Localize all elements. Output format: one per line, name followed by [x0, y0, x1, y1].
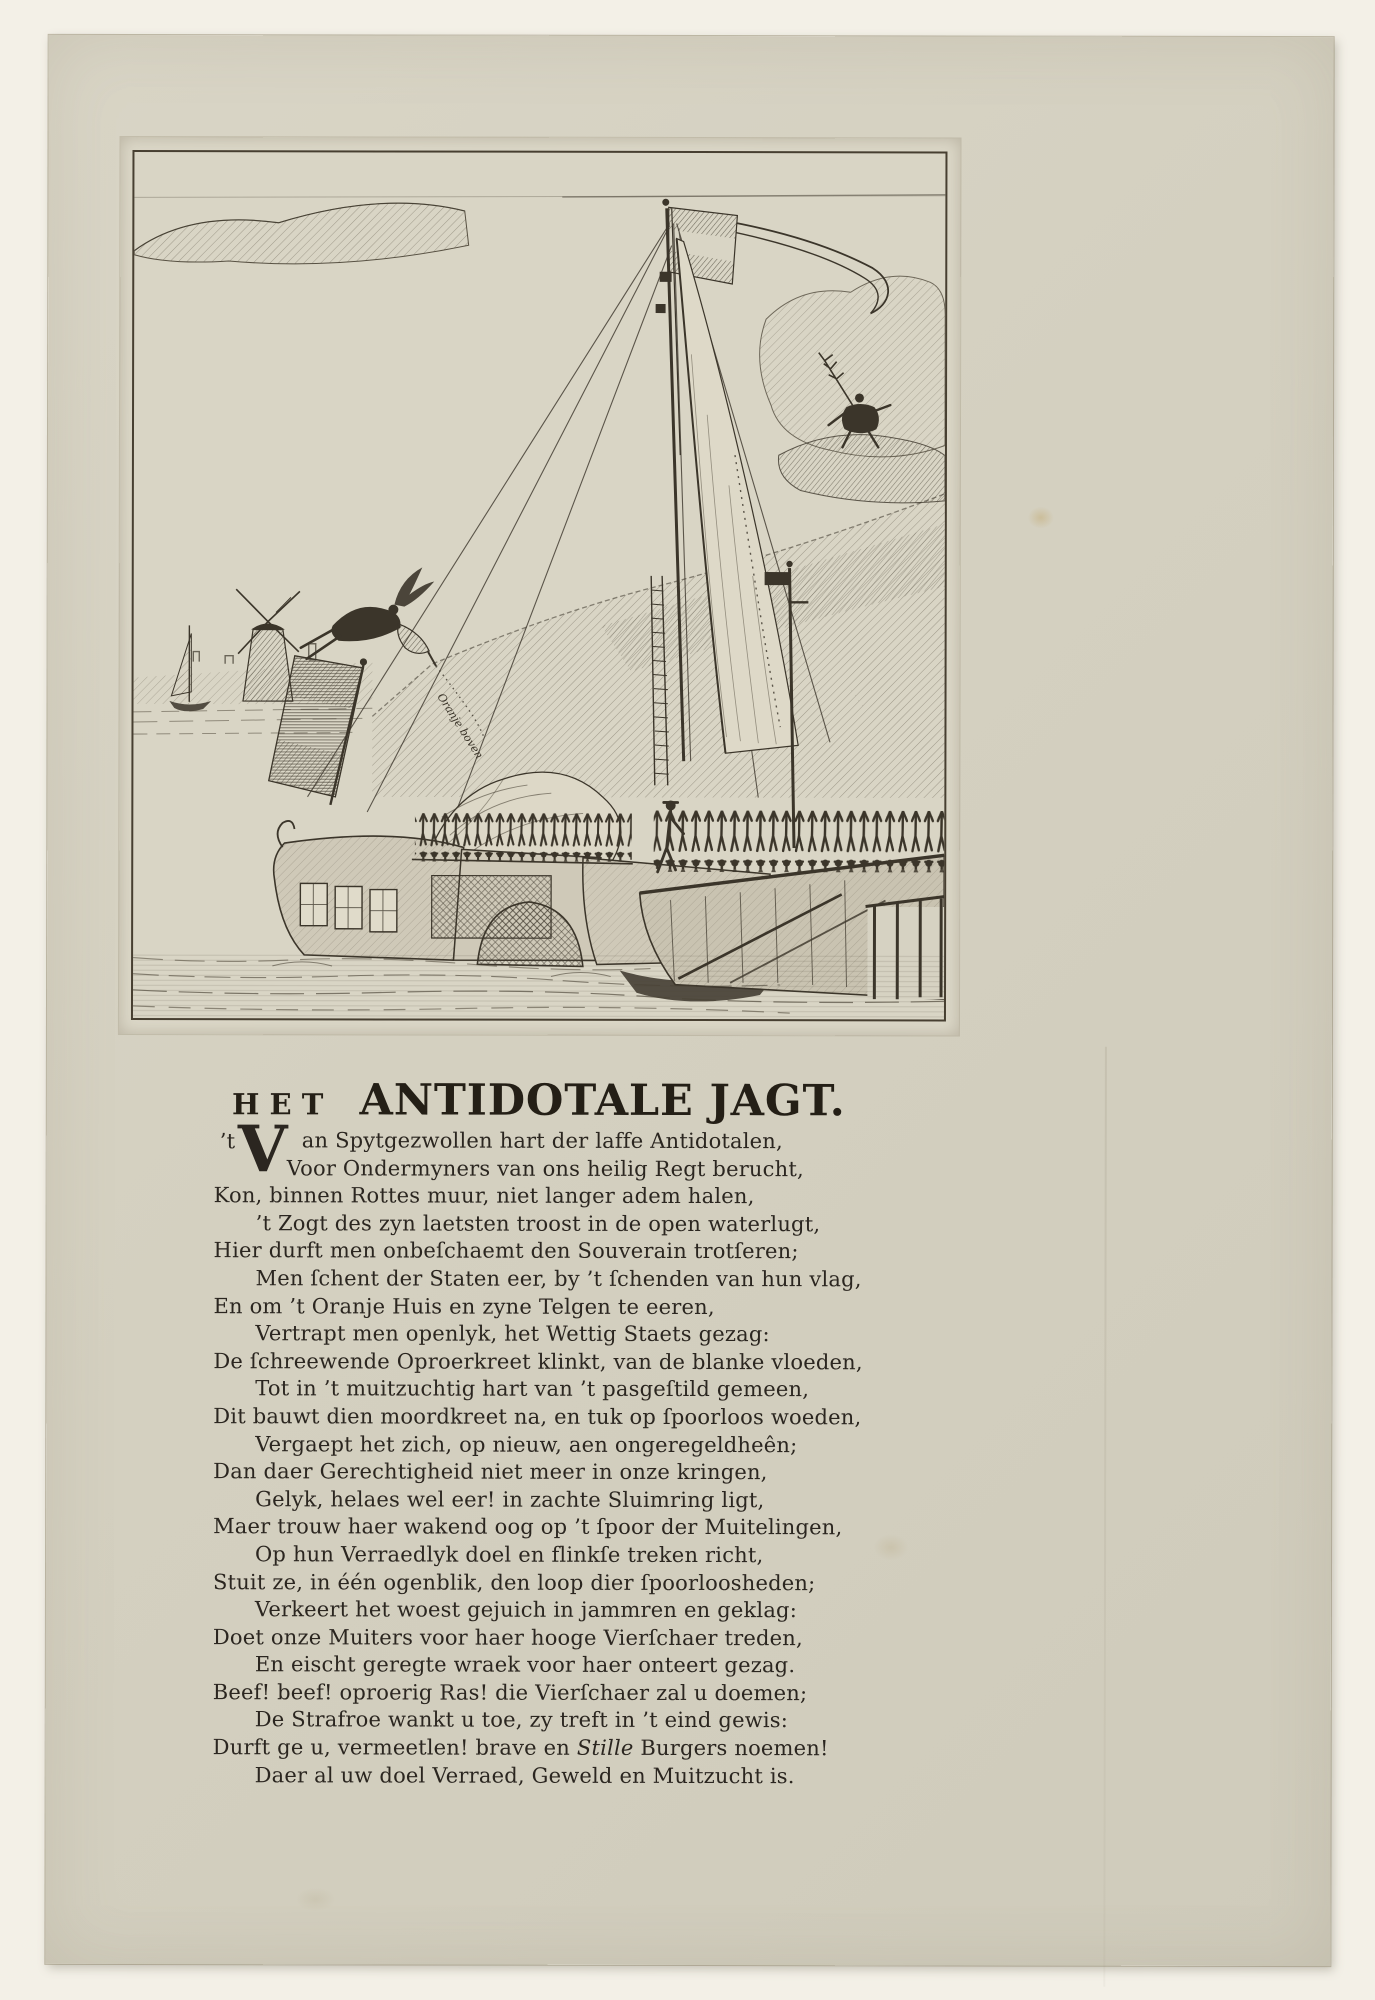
poem-line-segment: Burgers noemen! — [633, 1735, 829, 1761]
sky — [134, 193, 945, 198]
poem-line: Men ſchent der Staten eer, by ’t ſchenden van hun vlag, — [255, 1266, 862, 1292]
poem-line: an Spytgezwollen hart der laffe Antidotalen, — [301, 1128, 783, 1154]
poem-line: Dan daer Gerechtigheid niet meer in onze kringen, — [213, 1459, 768, 1485]
poem-line: Gelyk, helaes wel eer! in zachte Sluimring ligt, — [255, 1486, 765, 1512]
cloud-left — [134, 203, 468, 264]
poem-line: Op hun Verraedlyk doel en flinkſe treken richt, — [255, 1542, 764, 1568]
poem-line: De ſchreewende Oproerkreet klinkt, van de blanke vloeden, — [213, 1348, 863, 1375]
poem-line: Maer trouw haer wakend oog op ’t ſpoor der Muitelingen, — [213, 1514, 843, 1540]
print-sheet — [45, 35, 1333, 1966]
poem-line: Vertrapt men openlyk, het Wettig Staets gezag: — [255, 1321, 770, 1347]
water-foreground — [133, 953, 944, 1020]
poem-line: Verkeert het woest gejuich in jammren en geklag: — [254, 1597, 798, 1623]
poem-line: De Strafroe wankt u toe, zy treft in ’t eind gewis: — [254, 1707, 789, 1733]
hills — [372, 493, 945, 798]
spray-text-label: Oranje boven — [434, 690, 486, 762]
poem-line — [213, 1734, 953, 1763]
ship-crowd — [412, 813, 633, 864]
poem-line: Tot in ’t muitzuchtig hart van ’t pasgeſtild gemeen, — [255, 1376, 810, 1402]
poem-apostrophe-t: ’t — [219, 1129, 236, 1154]
poem-line-segment: Durft ge u, vermeetlen! brave en — [212, 1735, 577, 1760]
poem-line: Daer al uw doel Verraed, Geweld en Muitzucht is. — [254, 1762, 795, 1788]
title-main: ANTIDOTALE JAGT. — [359, 1075, 846, 1127]
etching-illustration — [133, 152, 946, 1019]
foxing-stain — [1028, 507, 1054, 529]
title-article: HET — [231, 1087, 334, 1122]
poem-line: Doet onze Muiters voor haer hooge Vierſchaer treden, — [212, 1624, 803, 1650]
poem-line: En om ’t Oranje Huis en zyne Telgen te eeren, — [213, 1293, 715, 1319]
etching-plate — [119, 137, 961, 1035]
poem-line: Kon, binnen Rottes muur, niet langer adem halen, — [213, 1183, 755, 1209]
poem-line: Stuit ze, in één ogenblik, den loop dier ſpoorloosheden; — [212, 1569, 816, 1595]
foxing-stain — [295, 1887, 335, 1911]
poem-line: Hier durft men onbeſchaemt den Souverain trotſeren; — [213, 1238, 799, 1264]
paper-crease — [1103, 1047, 1107, 1987]
poem-line: En eischt geregte wraek voor haer onteert gezag. — [254, 1652, 796, 1678]
pier-crowd — [654, 810, 945, 872]
poem-line: ’t Zogt des zyn laetsten troost in de open waterlugt, — [255, 1211, 821, 1237]
poem-drop-cap: V — [237, 1112, 288, 1188]
poem-line: Beef! beef! oproerig Ras! die Vierſchaer zal u doemen; — [212, 1680, 808, 1706]
cloud-right — [759, 276, 945, 503]
poem — [212, 1112, 954, 1791]
poem-line: Vergaept het zich, op nieuw, aen ongeregeldheên; — [255, 1431, 798, 1457]
poem-line: Dit bauwt dien moordkreet na, en tuk op ſpoorloos woeden, — [213, 1404, 862, 1430]
etching-image-area — [131, 150, 948, 1021]
poem-line-italic-word: Stille — [576, 1735, 634, 1760]
poem-line: Voor Ondermyners van ons heilig Regt berucht, — [286, 1155, 804, 1181]
